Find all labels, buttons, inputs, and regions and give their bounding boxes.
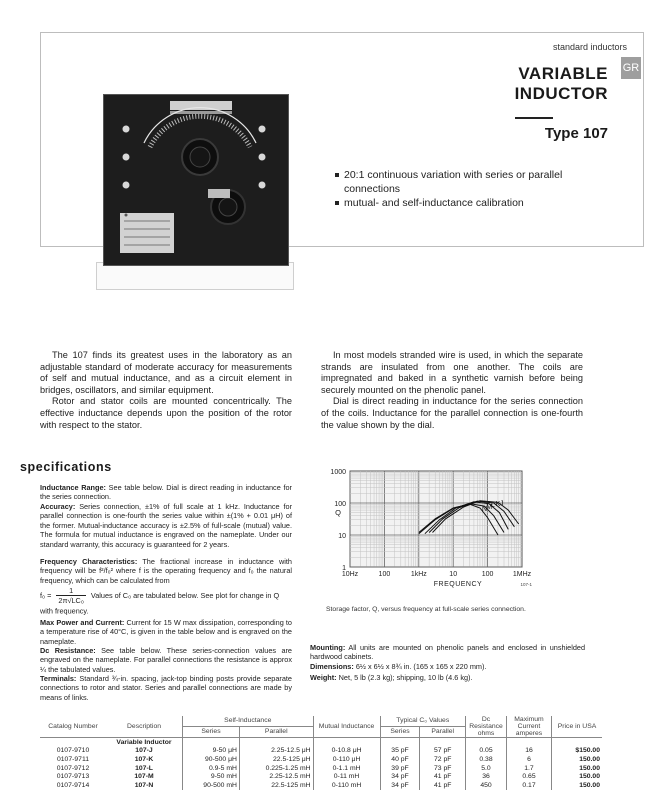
table-cell-dc: 5.0 — [466, 764, 507, 773]
table-cell-parallel: 22.5-125 μH — [239, 755, 313, 764]
table-cell-desc: 107-N — [134, 781, 154, 789]
table-row — [40, 755, 602, 764]
col-description: Description — [106, 716, 183, 738]
table-cell-catalog: 0107-9713 — [56, 773, 90, 781]
x-tick-label: 1MHz — [512, 571, 532, 578]
spec-dc-resistance — [40, 646, 292, 674]
x-axis-label: FREQUENCY — [433, 581, 483, 588]
spec-terminals — [40, 674, 292, 702]
page-title-line1: VARIABLE — [518, 64, 608, 83]
table-cell-catalog: 0107-9712 — [56, 764, 90, 772]
table-cell-series: 9-50 μH — [183, 747, 240, 756]
spec-text: Series connection, ±1% of full scale at 1 kHz. Inductance for parallel connection is one-fourth the series value within ±(1% + 0.01 μH) of the former. Mutual-inductance accuracy is ±2.5% of full-scale (mutual) value. The formula for mutual inductance is engraved on the nameplate. Under our standard warranty, this accuracy is guaranteed for 2 years. — [40, 502, 292, 549]
chart-corner-note: 107-1 — [520, 582, 532, 587]
spec-label: Frequency Characteristics: — [40, 557, 138, 566]
spec-label: Dimensions: — [310, 662, 354, 671]
feature-text: 20:1 continuous variation with series or parallel connections — [344, 169, 563, 195]
spec-frequency — [40, 557, 292, 585]
spec-weight — [310, 673, 585, 682]
formula-lhs: f₀ = — [40, 591, 52, 601]
category-label: standard inductors — [552, 42, 627, 52]
spec-label: Inductance Range: — [40, 483, 106, 492]
spec-text: 6½ x 6½ x 8¾ in. (165 x 165 x 220 mm). — [355, 662, 487, 671]
y-tick-label: 1000 — [330, 469, 346, 476]
logo-icon: GR — [621, 57, 641, 79]
table-cell-cp: 73 pF — [420, 764, 466, 773]
table-header-row — [40, 716, 602, 726]
col-typical-c0: Typical C₀ Values — [380, 716, 465, 726]
col-self-inductance: Self-Inductance — [183, 716, 314, 726]
title-rule — [515, 117, 553, 119]
col-dc-resistance: Dc Resistance ohms — [466, 716, 507, 738]
col-self-parallel: Parallel — [239, 726, 313, 737]
spec-label: Terminals: — [40, 674, 77, 683]
specifications-heading: specifications — [20, 460, 112, 474]
table-cell-cs: 34 pF — [380, 781, 420, 790]
table-cell-parallel: 0.225-1.25 mH — [239, 764, 313, 773]
y-axis-label: Q — [335, 508, 341, 517]
table-row — [40, 772, 602, 781]
page-title-line2: INDUCTOR — [514, 84, 608, 103]
x-tick-label: 100 — [378, 571, 391, 578]
table-cell-price: $150.00 — [552, 747, 603, 756]
spec-text: Current for 15 W max dissipation, corresponding to a temperature rise of 40°C, is given in the table below and is engraved on the nameplate. — [40, 618, 292, 646]
bullet-icon — [335, 173, 339, 177]
spec-max-power — [40, 618, 292, 646]
table-cell-cp: 41 pF — [420, 781, 466, 790]
spec-text: Net, 5 lb (2.3 kg); shipping, 10 lb (4.6 kg). — [338, 673, 473, 682]
table-cell-price: 150.00 — [552, 755, 603, 764]
series-label-n: N — [481, 505, 488, 513]
table-cell-series: 0.9-5 mH — [183, 764, 240, 773]
q-vs-frequency-chart — [310, 463, 560, 601]
table-cell-cs: 34 pF — [380, 772, 420, 781]
y-tick-label: 10 — [338, 533, 346, 540]
x-tick-label: 10Hz — [341, 571, 359, 578]
series-label-l: L — [491, 501, 495, 509]
spec-text: The fractional increase in inductance with frequency will be f²/f₀² where f is the operating frequency and f₀ the natural frequency, which can be calculated from — [40, 557, 292, 585]
spec-label: Dc Resistance: — [40, 646, 96, 655]
table-cell-series: 9-50 mH — [183, 772, 240, 781]
table-cell-cp: 41 pF — [420, 772, 466, 781]
series-label-j: J — [499, 500, 504, 508]
table-cell-mutual: 0-10.8 μH — [313, 747, 380, 756]
x-tick-label: 10 — [449, 571, 458, 578]
table-cell-max: 0.17 — [507, 781, 552, 790]
table-cell-desc: 107-J — [135, 747, 153, 755]
table-cell-catalog: 0107-9714 — [56, 781, 90, 789]
table-cell-price: 150.00 — [552, 781, 603, 790]
table-cell-series: 90-500 μH — [183, 755, 240, 764]
type-label: Type 107 — [544, 125, 608, 142]
spec-mounting — [310, 643, 585, 662]
table-cell-cp: 57 pF — [420, 747, 466, 756]
table-cell-price: 150.00 — [552, 764, 603, 773]
group-label: Variable Inductor — [116, 738, 172, 746]
table-cell-desc: 107-K — [134, 755, 154, 763]
table-cell-parallel: 22.5-125 mH — [239, 781, 313, 790]
table-cell-mutual: 0-11 mH — [313, 772, 380, 781]
table-cell-mutual: 0-110 mH — [313, 781, 380, 790]
table-cell-cs: 35 pF — [380, 747, 420, 756]
product-photo — [103, 94, 289, 266]
table-row — [40, 764, 602, 773]
col-max-current: Maximum Current amperes — [507, 716, 552, 738]
spec-text: Standard ¾-in. spacing, jack-top binding posts provide separate connections to rotor and stator. Series and parallel connections are made by means of links. — [40, 674, 292, 702]
table-row — [40, 747, 602, 756]
col-catalog: Catalog Number — [40, 716, 106, 738]
bullet-icon — [335, 201, 339, 205]
intro-paragraph: The 107 finds its greatest uses in the laboratory as an adjustable standard of moderate accuracy for measurements of self and mutual inductance, and as a circuit element in bridges, oscillators, and similar equipment. — [40, 350, 292, 395]
spec-label: Accuracy: — [40, 502, 76, 511]
y-tick-label: 1 — [342, 565, 346, 572]
table-cell-max: 0.65 — [507, 772, 552, 781]
x-tick-label: 1kHz — [410, 571, 427, 578]
intro-right — [321, 350, 583, 431]
table-cell-mutual: 0-1.1 mH — [313, 764, 380, 773]
series-label-k: K — [495, 501, 501, 508]
table-cell-cp: 72 pF — [420, 755, 466, 764]
spec-inductance-range — [40, 483, 292, 502]
formula-fraction — [56, 586, 85, 606]
table-cell-mutual: 0-110 μH — [313, 755, 380, 764]
col-c0-parallel: Parallel — [420, 726, 466, 737]
col-price: Price in USA — [552, 716, 603, 738]
table-group-row — [40, 738, 602, 747]
feature-item — [344, 168, 609, 196]
table-cell-dc: 0.38 — [466, 755, 507, 764]
col-self-series: Series — [183, 726, 240, 737]
table-cell-parallel: 2.25-12.5 μH — [239, 747, 313, 756]
table-cell-catalog: 0107-9710 — [56, 747, 90, 755]
table-cell-series: 90-500 mH — [183, 781, 240, 790]
col-mutual: Mutual Inductance — [313, 716, 380, 738]
feature-item — [344, 196, 609, 210]
formula-denominator: 2π√LC₀ — [58, 596, 84, 606]
table-cell-price: 150.00 — [552, 772, 603, 781]
spec-text: All units are mounted on phenolic panels and enclosed in unshielded hardwood cabinets. — [310, 643, 586, 662]
spec-text: See table below. Dial is direct reading in inductance for the series connection. — [40, 483, 292, 502]
chart-caption: Storage factor, Q, versus frequency at full-scale series connection. — [326, 606, 526, 613]
inductor-panel-illustration — [104, 95, 288, 265]
table-cell-dc: 450 — [466, 781, 507, 790]
formula-numerator: 1 — [56, 586, 85, 596]
intro-paragraph: Dial is direct reading in inductance for the series connection of the coils. Inductance for the parallel connection is one-fourth the value shown by the dial. — [321, 396, 583, 430]
y-tick-label: 100 — [334, 501, 346, 508]
table-cell-desc: 107-M — [134, 773, 154, 781]
table-cell-parallel: 2.25-12.5 mH — [239, 772, 313, 781]
spec-dimensions — [310, 662, 585, 671]
spec-text: Values of C₀ are tabulated below. See plot for change in Q with frequency. — [40, 591, 280, 616]
table-row — [40, 781, 602, 790]
table-cell-cs: 39 pF — [380, 764, 420, 773]
intro-left — [40, 350, 292, 431]
table-cell-catalog: 0107-9711 — [57, 755, 89, 763]
table-cell-max: 6 — [507, 755, 552, 764]
x-tick-label: 100 — [481, 571, 494, 578]
table-body — [40, 747, 602, 790]
spec-formula-block — [40, 586, 292, 616]
table-cell-dc: 36 — [466, 772, 507, 781]
table-cell-max: 1.7 — [507, 764, 552, 773]
table-cell-max: 16 — [507, 747, 552, 756]
intro-paragraph: In most models stranded wire is used, in which the separate strands are insulated from one another. The coils are impregnated and baked in a synthetic varnish before being securely mounted on the phenolic panel. — [321, 350, 583, 395]
spec-text: See table below. These series-connection values are engraved on the nameplate. For parallel connections the resistance is approx ¼ the tabulated values. — [40, 646, 292, 674]
table-cell-dc: 0.05 — [466, 747, 507, 756]
feature-text: mutual- and self-inductance calibration — [344, 197, 524, 209]
col-c0-series: Series — [380, 726, 420, 737]
series-label-m: M — [486, 504, 493, 512]
table-cell-desc: 107-L — [135, 764, 153, 772]
spec-label: Mounting: — [310, 643, 346, 652]
spec-accuracy — [40, 502, 292, 549]
spec-label: Weight: — [310, 673, 337, 682]
inductor-table — [40, 716, 602, 790]
spec-label: Max Power and Current: — [40, 618, 125, 627]
intro-paragraph: Rotor and stator coils are mounted concentrically. The effective inductance depends upon the position of the rotor with respect to the stator. — [40, 396, 292, 430]
table-cell-cs: 40 pF — [380, 755, 420, 764]
